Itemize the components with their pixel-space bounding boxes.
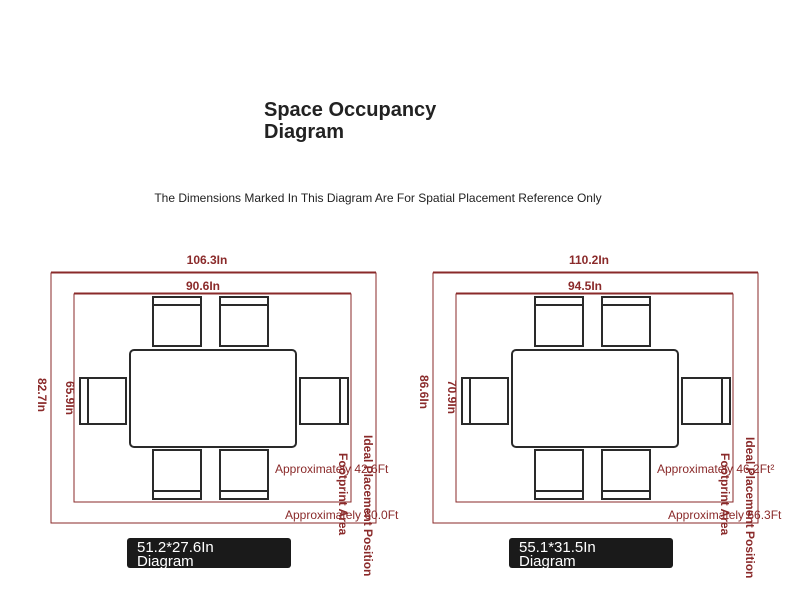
diagram-2 xyxy=(417,253,782,578)
chair-top-left xyxy=(153,297,201,346)
chair-bottom-right xyxy=(220,450,268,499)
inner-height-label: 65.9In xyxy=(63,380,77,416)
outer-width-label: 110.2In xyxy=(568,253,610,267)
chair-right xyxy=(682,378,730,424)
size-badge-1 xyxy=(127,538,291,568)
footprint-area-value: Approximately 46.2Ft² xyxy=(657,462,775,476)
page-title: Space Occupancy Diagram xyxy=(264,99,437,143)
badge-label: Diagram xyxy=(519,553,576,570)
badge-size: 55.1*31.5In xyxy=(519,539,596,556)
ideal-placement-label: Ideal Placement Position xyxy=(361,435,375,577)
inner-width-label: 90.6In xyxy=(185,279,221,293)
chair-bottom-right xyxy=(602,450,650,499)
page-subtitle: The Dimensions Marked In This Diagram Are For Spatial Placement Reference Only xyxy=(154,191,602,205)
badge-label: Diagram xyxy=(137,553,194,570)
footprint-area-label: Footprint Area xyxy=(336,453,350,536)
chair-top-right xyxy=(220,297,268,346)
outer-height-label: 86.6In xyxy=(417,374,431,410)
chair-top-right xyxy=(602,297,650,346)
chair-top-left xyxy=(535,297,583,346)
diagram-1 xyxy=(35,253,399,576)
outer-height-label: 82.7In xyxy=(35,377,49,413)
dining-table xyxy=(512,350,678,447)
ideal-placement-label: Ideal Placement Position xyxy=(743,437,757,579)
chair-left xyxy=(462,378,508,424)
inner-height-label: 70.9In xyxy=(445,379,459,415)
chair-right xyxy=(300,378,348,424)
footprint-area-value: Approximately 42.6Ft xyxy=(275,462,389,476)
outer-width-label: 106.3In xyxy=(186,253,228,267)
outer-area-value: Approximately 66.3Ft xyxy=(668,508,782,522)
inner-width-label: 94.5In xyxy=(567,279,603,293)
chair-left xyxy=(80,378,126,424)
chair-bottom-left xyxy=(535,450,583,499)
outer-area-value: Approximately 60.0Ft xyxy=(285,508,399,522)
dining-table xyxy=(130,350,296,447)
footprint-area-label: Footprint Area xyxy=(718,453,732,536)
size-badge-2 xyxy=(509,538,673,568)
badge-size: 51.2*27.6In xyxy=(137,539,214,556)
chair-bottom-left xyxy=(153,450,201,499)
